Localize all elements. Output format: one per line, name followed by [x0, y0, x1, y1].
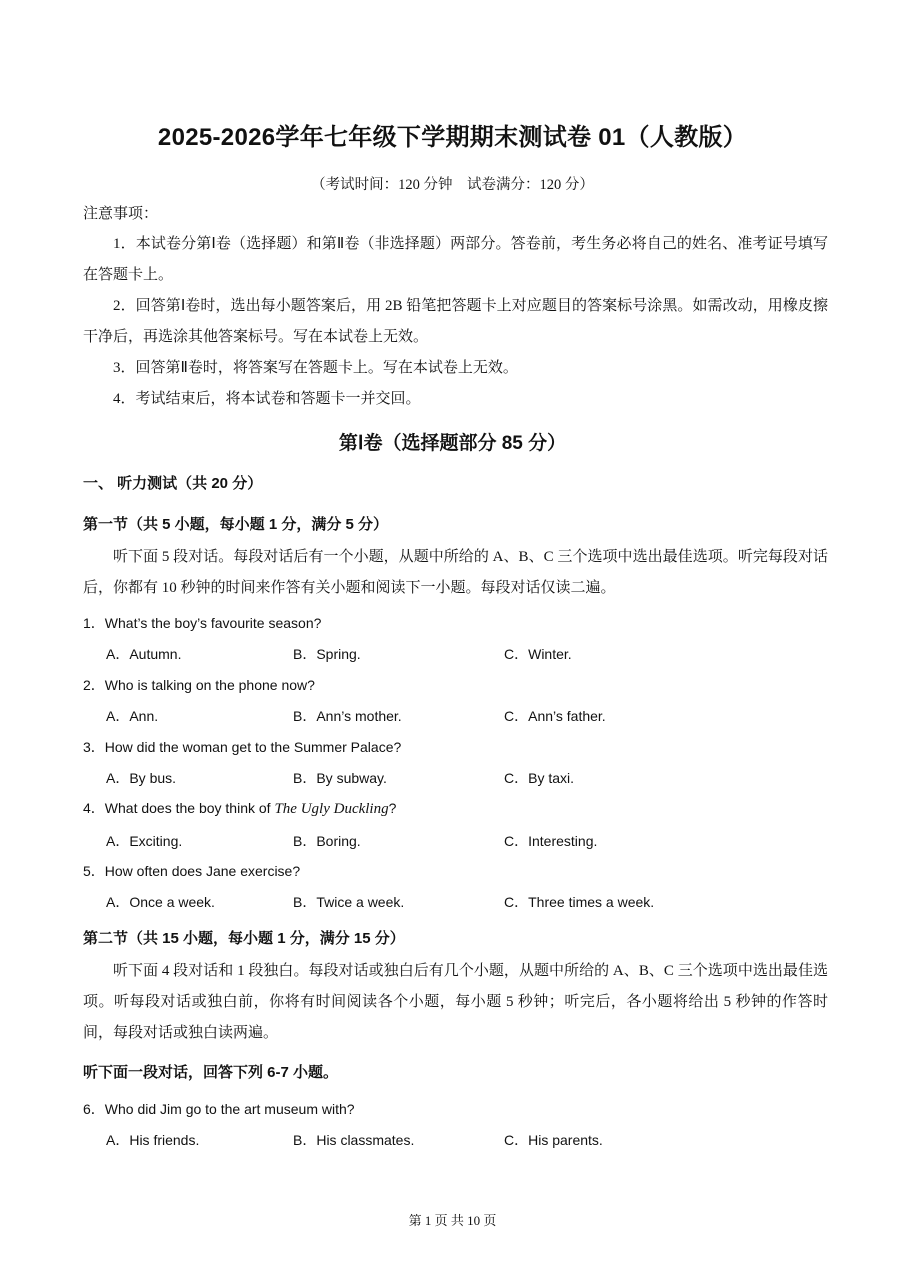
q1-option-c: C．Winter. — [504, 646, 572, 662]
question-6: 6．Who did Jim go to the art museum with? — [83, 1101, 355, 1117]
part1-heading: 第Ⅰ卷（选择题部分 85 分） — [338, 433, 567, 454]
q2-option-c: C．Ann’s father. — [504, 708, 606, 724]
q4-option-b: B．Boring. — [293, 833, 361, 849]
q5-option-a: A．Once a week. — [106, 894, 215, 910]
exam-title: 2025-2026学年七年级下学期期末测试卷 01（人教版） — [157, 124, 748, 151]
sec1-instructions: 听下面 5 段对话。每段对话后有一个小题，从题中所给的 A、B、C 三个选项中选出最佳选项。听完每段对话后，你都有 10 秒钟的时间来作答有关小题和阅读下一小题。每段对话仅读二遍。 — [83, 549, 828, 596]
page-footer: 第 1 页 共 10 页 — [408, 1213, 497, 1228]
sec2-heading: 第二节（共 15 小题，每小题 1 分，满分 15 分） — [83, 930, 405, 947]
q4-book-title: The Ugly Duckling — [274, 801, 389, 817]
q5-option-c: C．Three times a week. — [504, 894, 655, 910]
q2-option-b: B．Ann’s mother. — [293, 708, 402, 724]
q4-text: 4．What does the boy think of — [83, 800, 275, 816]
sec1-heading: 第一节（共 5 小题，每小题 1 分，满分 5 分） — [83, 516, 389, 533]
question-4 — [83, 798, 396, 818]
q4-suffix: ? — [388, 800, 397, 816]
q6-option-c: C．His parents. — [504, 1132, 603, 1148]
q1-option-b: B．Spring. — [293, 646, 361, 662]
sec2-instructions: 听下面 4 段对话和 1 段独白。每段对话或独白后有几个小题，从题中所给的 A、B、C 三个选项中选出最佳选项。听每段对话或独白前，你将有时间阅读各个小题，每小题 5 秒钟；听完后，各小题将给出 5 秒钟的作答时间，每段对话或独白读两遍。 — [83, 963, 828, 1041]
question-1: 1．What’s the boy’s favourite season? — [83, 615, 322, 631]
q6-option-b: B．His classmates. — [293, 1132, 415, 1148]
q4-option-c: C．Interesting. — [504, 833, 598, 849]
notice-item-1: 1．本试卷分第Ⅰ卷（选择题）和第Ⅱ卷（非选择题）两部分。答卷前，考生务必将自己的姓名、准考证号填写在答题卡上。 — [83, 236, 828, 283]
question-3: 3．How did the woman get to the Summer Palace? — [83, 739, 402, 755]
q3-option-a: A．By bus. — [106, 770, 177, 786]
q1-option-a: A．Autumn. — [106, 646, 182, 662]
q2-option-a: A．Ann. — [106, 708, 159, 724]
notice-item-3: 3．回答第Ⅱ卷时，将答案写在答题卡上。写在本试卷上无效。 — [113, 360, 518, 376]
question-5: 5．How often does Jane exercise? — [83, 863, 301, 879]
dialogue-heading: 听下面一段对话，回答下列 6-7 小题。 — [83, 1064, 339, 1081]
q3-option-b: B．By subway. — [293, 770, 387, 786]
notice-heading: 注意事项： — [83, 206, 159, 222]
q6-option-a: A．His friends. — [106, 1132, 200, 1148]
q3-option-c: C．By taxi. — [504, 770, 575, 786]
exam-time-info: （考试时间：120 分钟 试卷满分：120 分） — [311, 177, 594, 193]
notice-item-2: 2．回答第Ⅰ卷时，选出每小题答案后，用 2B 铅笔把答题卡上对应题目的答案标号涂黑。如需改动，用橡皮擦干净后，再选涂其他答案标号。写在本试卷上无效。 — [83, 298, 828, 345]
q4-option-a: A．Exciting. — [106, 833, 183, 849]
question-2: 2．Who is talking on the phone now? — [83, 677, 315, 693]
notice-item-4: 4．考试结束后，将本试卷和答题卡一并交回。 — [113, 391, 421, 407]
q5-option-b: B．Twice a week. — [293, 894, 405, 910]
section1-heading: 一、 听力测试（共 20 分） — [83, 475, 263, 492]
